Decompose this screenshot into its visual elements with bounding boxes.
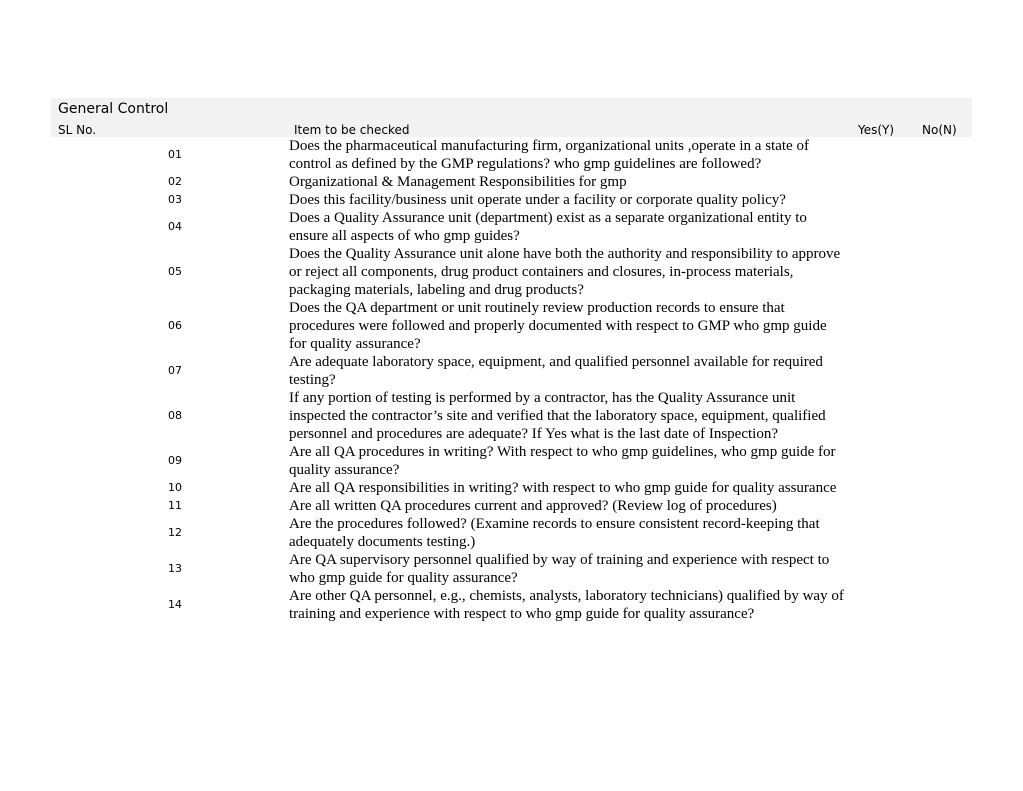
no-cell[interactable] bbox=[922, 245, 962, 299]
no-cell[interactable] bbox=[922, 209, 962, 245]
no-cell[interactable] bbox=[922, 137, 962, 173]
no-cell[interactable] bbox=[922, 515, 962, 551]
table-row bbox=[0, 173, 1023, 191]
no-cell[interactable] bbox=[922, 299, 962, 353]
row-number: 14 bbox=[168, 598, 182, 611]
table-row bbox=[0, 497, 1023, 515]
yes-cell[interactable] bbox=[858, 389, 898, 443]
column-header-sl-no: SL No. bbox=[58, 123, 97, 137]
row-number: 01 bbox=[168, 148, 182, 161]
row-item-text: Does the pharmaceutical manufacturing firm, organizational units ,operate in a state of control as defined by the GMP regulations? who gmp guidelines are followed? bbox=[289, 138, 809, 172]
row-number: 09 bbox=[168, 454, 182, 467]
section-title: General Control bbox=[58, 101, 169, 117]
table-row bbox=[0, 137, 1023, 173]
row-number: 07 bbox=[168, 364, 182, 377]
yes-cell[interactable] bbox=[858, 245, 898, 299]
yes-cell[interactable] bbox=[858, 137, 898, 173]
row-item-text: Are all QA procedures in writing? With respect to who gmp guidelines, who gmp guide for quality assurance? bbox=[289, 444, 836, 478]
row-item-text: Are all written QA procedures current and approved? (Review log of procedures) bbox=[289, 498, 777, 514]
yes-cell[interactable] bbox=[858, 587, 898, 623]
table-row bbox=[0, 209, 1023, 245]
yes-cell[interactable] bbox=[858, 191, 898, 209]
no-cell[interactable] bbox=[922, 479, 962, 497]
table-row bbox=[0, 353, 1023, 389]
column-header-item: Item to be checked bbox=[294, 123, 410, 137]
row-number: 02 bbox=[168, 175, 182, 188]
row-item-text: Are the procedures followed? (Examine records to ensure consistent record-keeping that adequately documents testing.) bbox=[289, 516, 820, 550]
yes-cell[interactable] bbox=[858, 443, 898, 479]
yes-cell[interactable] bbox=[858, 173, 898, 191]
row-number: 05 bbox=[168, 265, 182, 278]
checklist-table bbox=[0, 137, 1023, 623]
yes-cell[interactable] bbox=[858, 497, 898, 515]
no-cell[interactable] bbox=[922, 353, 962, 389]
table-row bbox=[0, 245, 1023, 299]
table-row bbox=[0, 389, 1023, 443]
row-number: 10 bbox=[168, 481, 182, 494]
yes-cell[interactable] bbox=[858, 353, 898, 389]
table-row bbox=[0, 515, 1023, 551]
no-cell[interactable] bbox=[922, 191, 962, 209]
row-number: 04 bbox=[168, 220, 182, 233]
row-number: 06 bbox=[168, 319, 182, 332]
row-item-text: Organizational & Management Responsibilities for gmp bbox=[289, 174, 627, 190]
table-row bbox=[0, 551, 1023, 587]
no-cell[interactable] bbox=[922, 389, 962, 443]
no-cell[interactable] bbox=[922, 587, 962, 623]
row-item-text: Does a Quality Assurance unit (department) exist as a separate organizational entity to ensure all aspects of who gmp guides? bbox=[289, 210, 807, 244]
header-band bbox=[51, 98, 972, 137]
row-item-text: Are adequate laboratory space, equipment, and qualified personnel available for required testing? bbox=[289, 354, 823, 388]
table-row bbox=[0, 587, 1023, 623]
yes-cell[interactable] bbox=[858, 515, 898, 551]
row-number: 08 bbox=[168, 409, 182, 422]
yes-cell[interactable] bbox=[858, 299, 898, 353]
row-number: 12 bbox=[168, 526, 182, 539]
row-item-text: Are all QA responsibilities in writing? with respect to who gmp guide for quality assurance bbox=[289, 480, 837, 496]
yes-cell[interactable] bbox=[858, 209, 898, 245]
row-number: 13 bbox=[168, 562, 182, 575]
row-item-text: Are other QA personnel, e.g., chemists, analysts, laboratory technicians) qualified by way of training and experience with respect to who gmp guide for quality assurance? bbox=[289, 588, 844, 622]
row-number: 11 bbox=[168, 499, 182, 512]
table-row bbox=[0, 299, 1023, 353]
no-cell[interactable] bbox=[922, 497, 962, 515]
yes-cell[interactable] bbox=[858, 479, 898, 497]
table-row bbox=[0, 443, 1023, 479]
row-item-text: Are QA supervisory personnel qualified by way of training and experience with respect to who gmp guide for quality assurance? bbox=[289, 552, 830, 586]
row-item-text: Does the Quality Assurance unit alone have both the authority and responsibility to approve or reject all components, drug product containers and closures, in-process materials, packaging materials, labeling and drug products? bbox=[289, 246, 841, 298]
yes-cell[interactable] bbox=[858, 551, 898, 587]
no-cell[interactable] bbox=[922, 173, 962, 191]
no-cell[interactable] bbox=[922, 551, 962, 587]
row-item-text: Does this facility/business unit operate under a facility or corporate quality policy? bbox=[289, 192, 786, 208]
row-item-text: Does the QA department or unit routinely review production records to ensure that procedures were followed and properly documented with respect to GMP who gmp guide for quality assurance? bbox=[289, 300, 827, 352]
no-cell[interactable] bbox=[922, 443, 962, 479]
table-row bbox=[0, 479, 1023, 497]
column-header-no: No(N) bbox=[922, 123, 957, 137]
column-header-yes: Yes(Y) bbox=[858, 123, 895, 137]
row-item-text: If any portion of testing is performed by a contractor, has the Quality Assurance unit inspected the contractor’s site and verified that the laboratory space, equipment, qualified personnel and procedures are adequate? If Yes what is the last date of Inspection? bbox=[289, 390, 826, 442]
row-number: 03 bbox=[168, 193, 182, 206]
table-row bbox=[0, 191, 1023, 209]
